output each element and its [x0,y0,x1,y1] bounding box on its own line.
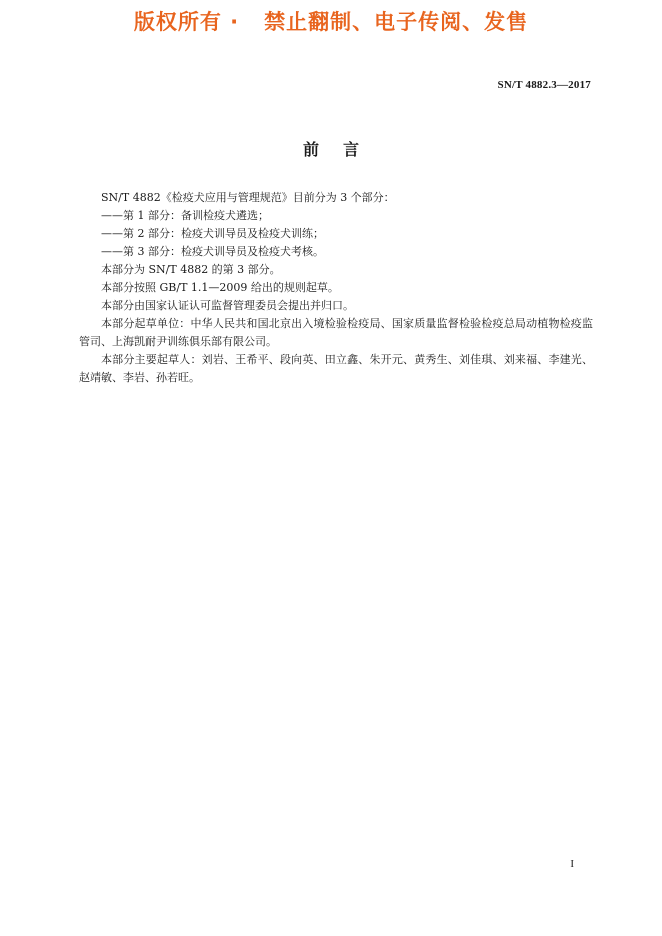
paragraph-drafting-rules: 本部分按照 GB/T 1.1—2009 给出的规则起草。 [101,281,339,294]
paragraph-intro: SN/T 4882《检疫犬应用与管理规范》目前分为 3 个部分： [101,191,395,204]
paragraph-part-statement: 本部分为 SN/T 4882 的第 3 部分。 [101,263,281,276]
list-item-part-1: ——第 1 部分：备训检疫犬遴选； [101,209,269,222]
page-number: I [570,858,574,870]
copyright-watermark: 版权所有 · 禁止翻制、电子传阅、发售 [133,10,529,34]
foreword-body [79,189,593,387]
paragraph-drafting-units: 本部分起草单位：中华人民共和国北京出入境检验检疫局、国家质量监督检验检疫总局动植物检疫监管司、上海凯耐尹训练俱乐部有限公司。 [79,317,593,348]
list-item-part-3: ——第 3 部分：检疫犬训导员及检疫犬考核。 [101,245,324,258]
standard-number: SN/T 4882.3—2017 [497,79,591,91]
paragraph-drafters: 本部分主要起草人：刘岩、王希平、段向英、田立鑫、朱开元、黄秀生、刘佳琪、刘来福、李建光、赵靖敏、李岩、孙若旺。 [79,353,593,384]
paragraph-proposer: 本部分由国家认证认可监督管理委员会提出并归口。 [101,299,354,312]
list-item-part-2: ——第 2 部分：检疫犬训导员及检疫犬训练； [101,227,324,240]
page-title: 前言 [302,140,383,159]
